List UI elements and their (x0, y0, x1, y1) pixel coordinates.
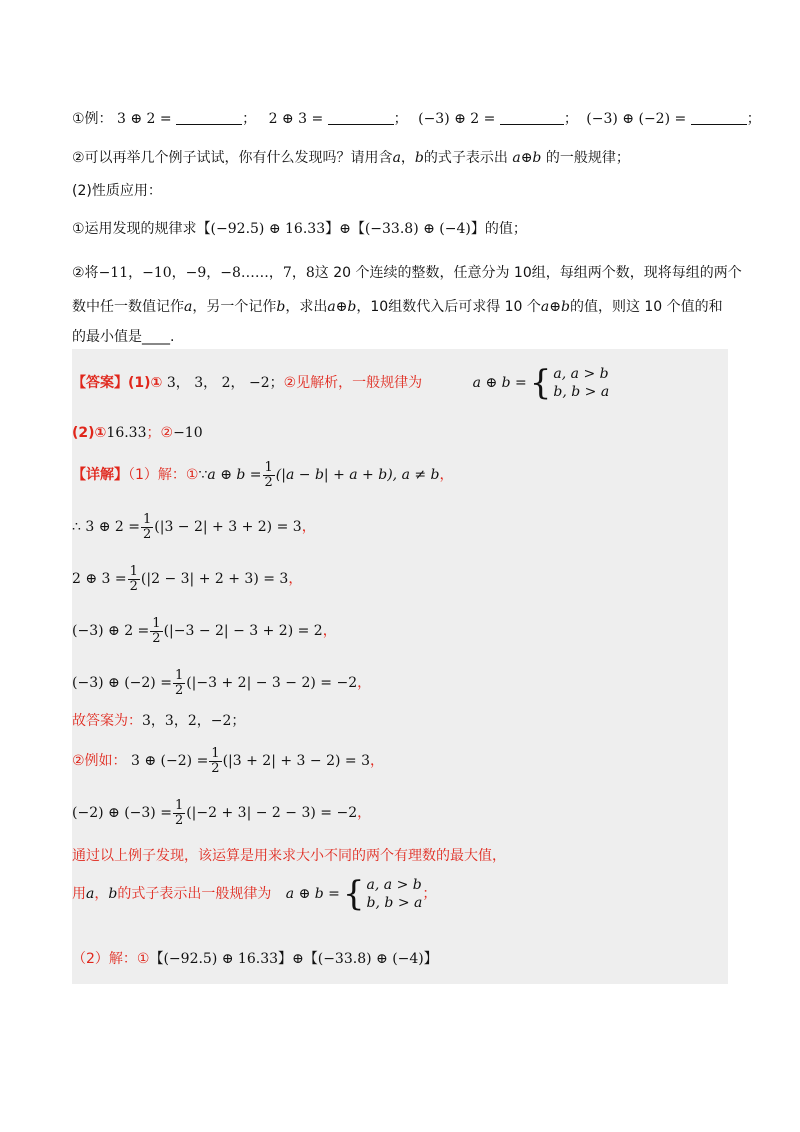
answer-label: 【答案】 (72, 375, 128, 391)
answer-blank-2 (328, 110, 394, 125)
detail-answer-line: 故答案为：3，3，2，−2； (72, 713, 246, 729)
example-expression-4: (−3) ⊕ (−2) = (586, 111, 687, 127)
detail-step-3: (−3) ⊕ 2 = $\frac{1}{2}$ (|−3 − 2| − 3 + 2) = 2， (72, 615, 337, 646)
example-lead: ①例： (72, 111, 113, 127)
answer-summary: 【答案】(1)① 3， 3， 2， −2；②见解析，一般规律为 a ⊕ b = { a, a > b b, b > a (72, 363, 610, 403)
answer-rule-formula: a ⊕ b = { a, a > b b, b > a (472, 363, 610, 403)
example-expression-1: 3 ⊕ 2 = (117, 111, 172, 127)
detail-label: 【详解】 (72, 467, 128, 483)
question-1-examples: ①例： 3 ⊕ 2 = ； 2 ⊕ 3 = ； (−3) ⊕ 2 = ； (−3) ⊕ (−2) = ； (72, 111, 761, 127)
detail-rule-formula: a ⊕ b = { a, a > b b, b > a (285, 874, 423, 914)
question-4-line-3: 的最小值是____. (72, 329, 175, 345)
detail-step-6: (−2) ⊕ (−3) = $\frac{1}{2}$ (|−2 + 3| − 2 − 3) = −2， (72, 797, 372, 828)
detail-step-4: (−3) ⊕ (−2) = $\frac{1}{2}$ (|−3 + 2| − 3 − 2) = −2， (72, 667, 372, 698)
detail-step-5: ②例如： 3 ⊕ (−2) = $\frac{1}{2}$ (|3 + 2| + 3 − 2) = 3， (72, 745, 384, 776)
question-4-line-2: 数中任一数值记作a，另一个记作b，求出a⊕b，10组数代入后可求得 10 个a⊕b的值，则这 10 个值的和 (72, 299, 723, 315)
question-3: ①运用发现的规律求【(−92.5) ⊕ 16.33】⊕【(−33.8) ⊕ (−4)】的值； (72, 221, 527, 237)
detail-part-2-expression: 【(−92.5) ⊕ 16.33】⊕【(−33.8) ⊕ (−4)】 (149, 951, 438, 967)
answer-part-2: (2)①16.33；②−10 (72, 425, 203, 441)
detail-finding: 通过以上例子发现，该运算是用来求大小不同的两个有理数的最大值， (72, 848, 506, 864)
example-expression-3: (−3) ⊕ 2 = (418, 111, 496, 127)
detail-part-2: （2）解：①【(−92.5) ⊕ 16.33】⊕【(−33.8) ⊕ (−4)】 (72, 951, 438, 967)
question-4-line-1: ②将−11，−10，−9，−8……，7，8这 20 个连续的整数，任意分为 10组，每组两个数，现将每组的两个 (72, 265, 742, 281)
answer-blank-3 (500, 110, 564, 125)
question-2-prompt: ②可以再举几个例子试试，你有什么发现吗？请用含a，b的式子表示出 a⊕b 的一般规律； (72, 150, 630, 166)
example-expression-2: 2 ⊕ 3 = (268, 111, 324, 127)
answer-blank-1 (176, 110, 242, 125)
detail-step-2: 2 ⊕ 3 = $\frac{1}{2}$ (|2 − 3| + 2 + 3) = 3， (72, 563, 303, 594)
detail-definition: 【详解】（1）解：①∵a ⊕ b = $\frac{1}{2}$ (|a − b| + a + b), a ≠ b， (72, 459, 454, 490)
part-2-title: (2)性质应用： (72, 183, 162, 199)
integer-sequence: −11，−10，−9，−8……，7，8 (98, 265, 315, 281)
answer-blank-4 (691, 110, 747, 125)
detail-rule: 用a，b的式子表示出一般规律为 a ⊕ b = { a, a > b b, b > a ； (72, 874, 437, 914)
detail-step-1: ∴ 3 ⊕ 2 = $\frac{1}{2}$ (|3 − 2| + 3 + 2) = 3， (72, 511, 316, 542)
operation-expression: a⊕b (512, 150, 542, 166)
question-3-expression: 【(−92.5) ⊕ 16.33】⊕【(−33.8) ⊕ (−4)】 (196, 221, 485, 237)
